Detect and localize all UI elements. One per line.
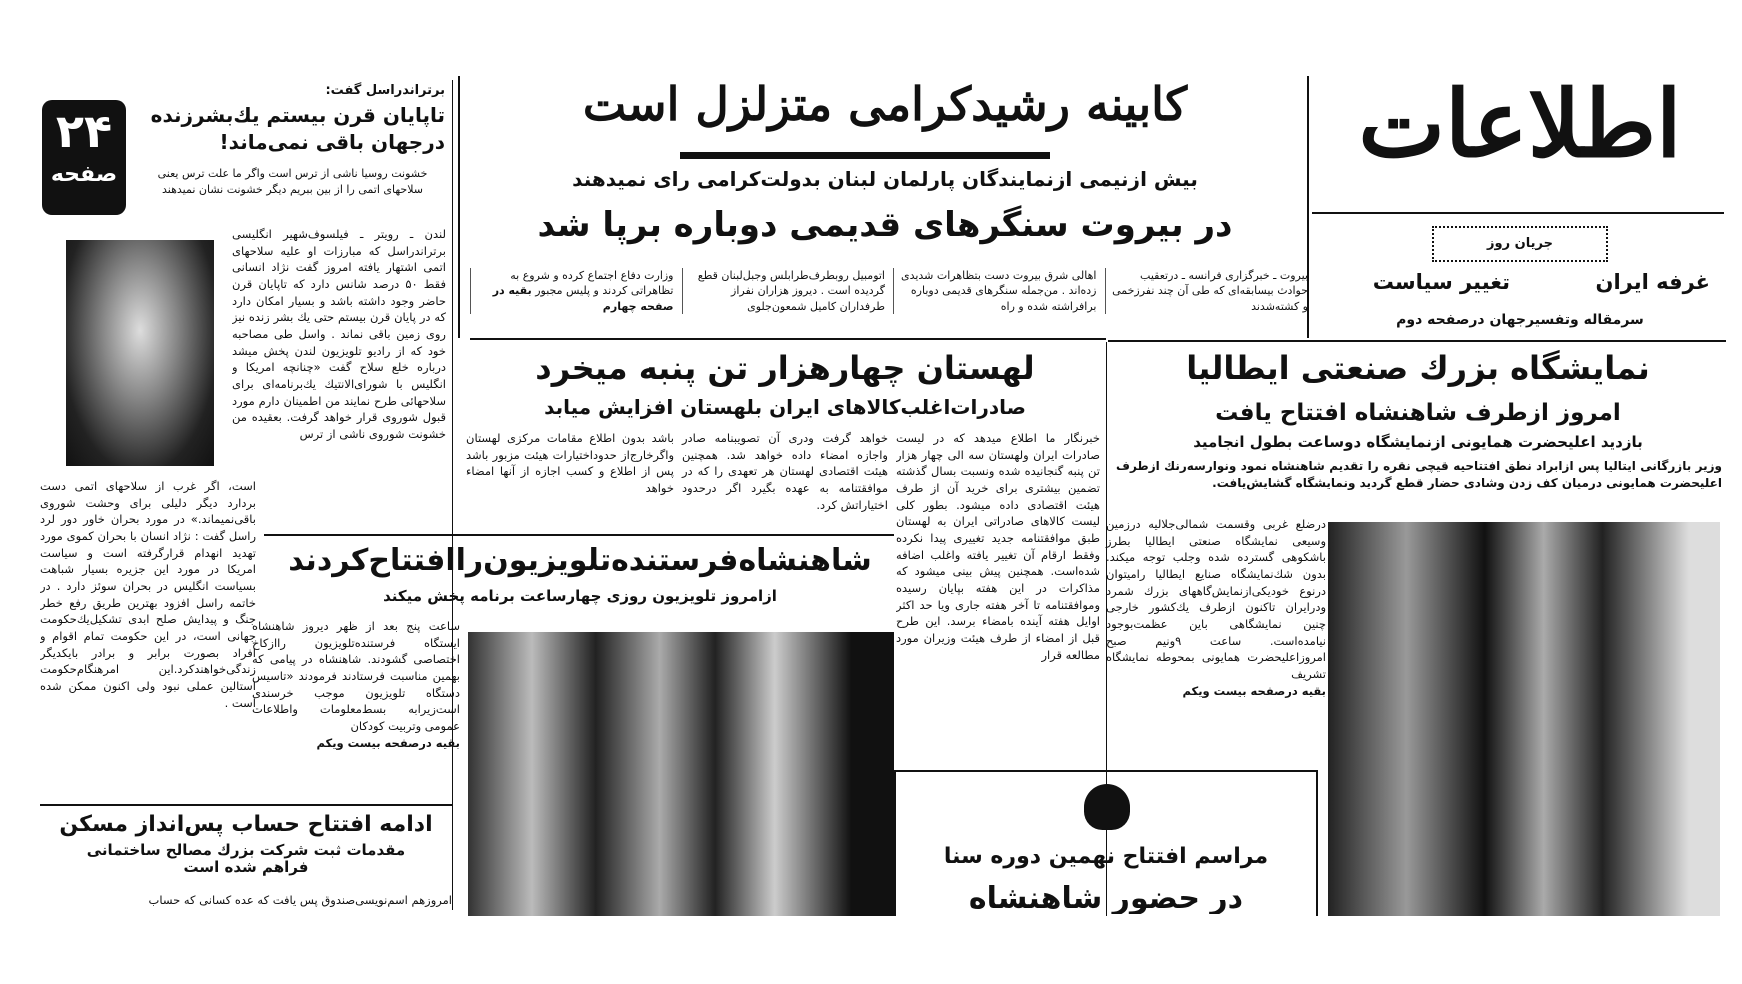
italy-photo xyxy=(1328,522,1720,916)
lead-headline-2: در بیروت سنگرهای قدیمی دوباره برپا شد xyxy=(537,205,1233,245)
lead-column: اتومبیل روبطرف‌طرابلس وجبل‌لبنان قطع گردیده است . دیروز هزاران نفراز طرفداران کامیل شمعون‌جلوی xyxy=(682,268,886,314)
housing-headline: ادامه افتتاح حساب پس‌انداز مسکن xyxy=(59,812,433,837)
italy-body: درضلع غربی وقسمت شمالی‌جلالیه درزمین وسیعی نمایشگاه صنعتی ایطالیا بطرز باشکوهی گسترده شده وجلب توجه میکند. بدون شك‌نمایشگاه صنایع ایطالیا رامیتوان درنوع خودیکی‌ازنمایش‌گاههای بزرك شمرد ودرایران تاکنون ازطرف یك‌کشور خارجی چنین نمایشگاهی باین عظمت‌بوجود نیامده‌است. ساعت ۹ونیم صبح امروزاعلیحضرت همایونی بمحوطه نمایشگاه تشریف بقیه درصفحه بیست ویکم xyxy=(1106,517,1326,698)
italy-subhead-2: بازدید اعلیحضرت همایونی ازنمایشگاه دوساعت بطول انجامید xyxy=(1193,433,1643,451)
poland-subhead: صادرات‌اغلب‌کالاهای ایران بلهستان افزایش میابد xyxy=(544,395,1026,419)
italy-intro: وزیر بازرگانی ایتالیا پس ازابراد نطق افتتاحیه قیچی نقره را تقدیم شاهنشاه نمود ونوارسه‌رنك ازطرف اعلیحضرت همایونی درمیان کف زدن وشادی حضار قطع گردید ونمایشگاه گشایش‌یافت. xyxy=(1116,459,1722,491)
italy-headline: نمایشگاه بزرك صنعتی ایطالیا xyxy=(1186,349,1650,387)
lead-column: وزارت دفاع اجتماع کرده و شروع به تظاهراتی کردند و پلیس مجبور بقیه در صفحه چهارم xyxy=(470,268,674,314)
russell-body-continued: است، اگر غرب از سلاحهای اتمی دست بردارد دیگر دلیلی برای وحشت شوروی باقی‌نمیماند.» در مورد بحران خاور دور لرد راسل گفت : نژاد انسان با بحران کموی مورد تهدید انهدام قرارگرفته است و سیاست امریکا در مورد این جزیره بسیار شباهت بسیاست انگلیس در بحران سوئز دارد . در خاتمه راسل افزود بهترین طریق رفع خطر جنگ و پیدایش صلح ابدی تشکیل‌یك‌حکومت جهانی است، در این حکومت تمام اقوام و افراد بصورت برابر و برادر بایکدیگر زندگی‌خواهندکرد.این امرهنگام‌حکومت استالین عملی نبود ولی اکنون ممکن شده است . xyxy=(40,479,256,710)
tv-headline: شاهنشاه‌فرستنده‌تلویزیون‌راافتتاح‌کردند xyxy=(288,543,872,578)
housing-body: امروزهم اسم‌نویسی‌صندوق پس‌ یافت که عده کسانی که حساب xyxy=(148,893,452,907)
senate-box xyxy=(894,770,1318,916)
lead-column: بیروت ـ خبرگزاری فرانسه ـ درتعقیب حوادث بیسابقه‌ای که طی آن چند نفرزخمی و کشته‌شدند xyxy=(1105,268,1309,314)
lead-headline: کابینه رشیدکرامی متزلزل است xyxy=(582,77,1188,131)
russell-headline: تاپایان قرن بیستم یك‌بشرزنده درجهان باقی نمی‌ماند! xyxy=(150,103,445,154)
page-count: ۲۴ xyxy=(55,104,113,158)
tv-body: ساعت پنج بعد از ظهر دیروز شاهنشاه ایستگاه فرستنده‌تلویزیون راازکاخ اختصاصی گشودند. شاهنشاه در پیامی که بهمین مناسبت فرستادند فرمودند «تاسیس دستگاه تلویزیون موجب خرسندی است‌زیرا‌به بسط‌معلومات واطلاعات عمومی وتربیت کودکان بقیه درصفحه بیست ویکم xyxy=(252,619,460,750)
masthead-title: اطلاعات xyxy=(1358,70,1682,178)
masthead-item: غرفه ایران xyxy=(1595,270,1710,294)
italy-subhead: امروز ازطرف شاهنشاه افتتاح یافت xyxy=(1215,400,1621,426)
tv-photo xyxy=(468,632,894,916)
housing-subhead: مقدمات ثبت شرکت بزرك مصالح ساختمانی فراهم شده است xyxy=(86,841,406,877)
lion-and-sun-emblem-icon xyxy=(1084,784,1130,830)
tv-continued: بقیه درصفحه بیست ویکم xyxy=(316,735,460,750)
lead-subhead: بیش ازنیمی ازنمایندگان پارلمان لبنان بدولت‌کرامی رای نمیدهند xyxy=(572,167,1198,191)
russell-intro: خشونت روسیا ناشی از ترس است واگر ما علت ترس یعنی سلاحهای اتمی را از بین ببریم دیگر خشونت نشان نمیدهند xyxy=(157,167,428,196)
masthead-box-label: جریان روز xyxy=(1432,226,1608,262)
poland-column: خواهد گرفت ودری آن تصویبنامه صادر واجازه امضاء داده خواهد شد. همچنین هیئت اقتصادی لهستان هر تعهدی را که در موافقتنامه به عهده بگیرد اگر درحدود اختیاراتش کرد. xyxy=(682,431,888,512)
tv-subhead: ازامروز تلویزیون روزی چهارساعت برنامه پخش میکند xyxy=(383,587,777,605)
poland-column: باشد بدون اطلاع مقامات مرکزی لهستان واگرخارج‌از حدوداختیارات هیئت مزبور باشد پس از اطلاع و کسب اجازه از آنها امضاء خواهد xyxy=(466,431,674,496)
masthead-note: سرمقاله وتفسیرجهان درصفحه دوم xyxy=(1396,312,1644,328)
poland-column: خبرنگار ما اطلاع میدهد که در لیست صادرات ایران ولهستان سه الی چهار هزار تن پنبه گنجانیده شده ونسبت بسال گذشته تضمین بیشتری برای خرید آن از طرف هیئت اقتصادی داده میشود. بطور کلی لیست کالاهای صادراتی ایران به لهستان طبق موافقتنامه جدید تغییری پیدا نکرده وفقط ارقام آن تغییر یافته واغلب اضافه شده‌است. همچنین پیش بینی میشود که مذاکرات در این هفته بپایان رسیده وموافقتنامه تا آخر هفته جاری ویا حد اکثر اوایل هفته آینده بامضاء برسد. این طرح قبل از امضاء از طرف هیئت وزیران مورد مطالعه قرار xyxy=(896,431,1100,662)
senate-headline-2: در حضور شاهنشاه xyxy=(968,882,1244,914)
russell-body: لندن ـ رویتر ـ فیلسوف‌شهیر انگلیسی برتراندراسل که مبارزات او علیه سلاحهای اتمی اشتهار یافته امروز گفت نژاد انسانی فقط ۵۰ درصد شانس دارد که تاپایان قرن حاضر وجود داشته باشد و بسیار امکان دارد که در پایان قرن بیستم حتی یك بشر زنده نیز روی زمین باقی نماند . واسل طی مصاحبه خود که از رادیو تلویزیون لندن پخش میشد درباره خلع سلاح گفت «چنانچه امریکا و انگلیس با شورای‌الانتیك یك‌برنامه‌ای برای سلاحهائی طرح نمایند من اطمینان دارم مورد قبول شوروی قرار خواهد گرفت. بعقیده من خشونت شوروی ناشی از ترس xyxy=(232,227,446,442)
poland-headline: لهستان چهارهزار تن پنبه میخرد xyxy=(535,349,1035,387)
russell-kicker: برتراندراسل گفت: xyxy=(325,83,445,98)
lead-continued: بقیه در صفحه چهارم xyxy=(492,284,674,313)
masthead-item: تغییر سیاست xyxy=(1372,270,1510,294)
lead-column: اهالی شرق بیروت دست بتظاهرات شدیدی زده‌اند . من‌جمله سنگرهای قدیمی دوباره برافراشته شده و راه xyxy=(893,268,1097,314)
senate-headline: مراسم افتتاح نهمین دوره سنا xyxy=(943,844,1269,869)
russell-photo xyxy=(66,240,214,466)
italy-continued: بقیه درصفحه بیست ویکم xyxy=(1182,683,1326,698)
page-badge xyxy=(42,100,126,215)
page-label: صفحه xyxy=(50,162,118,187)
